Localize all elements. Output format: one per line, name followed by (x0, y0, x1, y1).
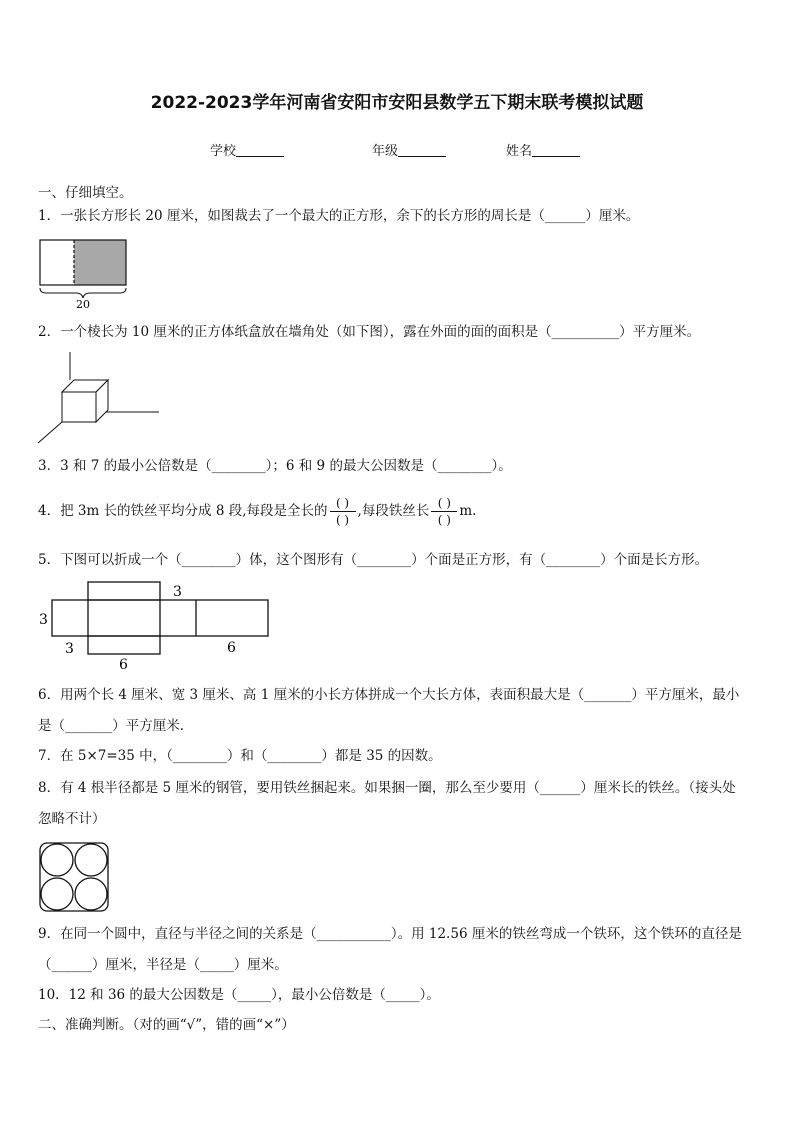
q8-pipes-figure (36, 840, 112, 914)
label-top-3: 3 (173, 584, 182, 600)
cut-square (74, 240, 126, 285)
q4-text-start: 4．把 3m 长的铁丝平均分成 8 段,每段是全长的 (38, 503, 328, 519)
floor-edge-diagonal (38, 422, 62, 443)
question-4 (38, 494, 476, 528)
fraction-denominator: ( ) (335, 513, 350, 527)
question-5: 5．下图可以折成一个（________）体，这个图形有（________）个面是正方形，有（________）个面是长方形。 (38, 552, 709, 568)
length-brace (40, 288, 126, 298)
label-left-3: 3 (39, 612, 48, 628)
label-right-6: 6 (227, 640, 236, 656)
pipe-circle (75, 844, 107, 876)
grade-label: 年级 (372, 144, 399, 159)
cube-front-face (62, 392, 96, 422)
name-blank (532, 144, 580, 157)
label-bottom-6: 6 (119, 657, 128, 673)
grade-blank (398, 144, 446, 157)
question-8-line-1: 8．有 4 根半径都是 5 厘米的钢管，要用铁丝捆起来。如果捆一圈，那么至少要用（______）厘米长的铁丝。（接头处 (38, 780, 736, 796)
question-2: 2．一个棱长为 10 厘米的正方体纸盒放在墙角处（如下图），露在外面的面的面积是（__________）平方厘米。 (38, 324, 701, 340)
q1-rectangle-figure (36, 236, 132, 310)
school-label: 学校 (210, 144, 237, 159)
school-blank (236, 144, 284, 157)
wire-band (40, 843, 108, 911)
question-9-line-1: 9．在同一个圆中，直径与半径之间的关系是（___________）。用 12.56 厘米的铁丝弯成一个铁环，这个铁环的直径是 (38, 926, 742, 942)
question-7: 7．在 5×7=35 中，（________）和（________）都是 35 的因数。 (38, 748, 442, 764)
pipe-circle (41, 878, 73, 910)
length-label: 20 (76, 298, 90, 310)
grade-field (372, 140, 446, 159)
q2-cube-corner-figure (34, 350, 164, 446)
section-2-heading: 二、准确判断。（对的画“√”，错的画“×”） (38, 1017, 295, 1033)
question-6-line-1: 6．用两个长 4 厘米、宽 3 厘米、高 1 厘米的小长方体拼成一个大长方体，表面积最大是（_______）平方厘米，最小 (38, 687, 740, 703)
question-1: 1．一张长方形长 20 厘米，如图裁去了一个最大的正方形，余下的长方形的周长是（______）厘米。 (38, 208, 640, 224)
q4-text-end: m. (459, 503, 477, 519)
name-label: 姓名 (506, 144, 533, 159)
q4-text-middle: ,每段铁丝长 (357, 503, 430, 519)
label-bottom-left-3: 3 (65, 641, 74, 657)
pipe-circle (41, 844, 73, 876)
question-10: 10．12 和 36 的最大公因数是（_____），最小公倍数是（_____）。 (38, 987, 440, 1003)
question-9-line-2: （______）厘米，半径是（_____）厘米。 (38, 957, 288, 973)
section-1-heading: 一、仔细填空。 (38, 185, 133, 201)
fraction-denominator: ( ) (437, 513, 451, 527)
question-8-line-2: 忽略不计） (38, 811, 106, 827)
q5-net-figure (36, 578, 276, 674)
question-6-line-2: 是（_______）平方厘米. (38, 718, 185, 734)
fraction-numerator: ( ) (335, 496, 350, 510)
q4-fraction-2 (431, 496, 457, 527)
net-bottom-face (88, 636, 160, 654)
name-field (506, 140, 580, 159)
pipe-circle (75, 878, 107, 910)
page-title: 2022-2023学年河南省安阳市安阳县数学五下期末联考模拟试题 (150, 93, 644, 113)
question-3: 3．3 和 7 的最小公倍数是（________）；6 和 9 的最大公因数是（________）。 (38, 458, 512, 474)
net-top-face (88, 582, 160, 600)
school-field (210, 140, 284, 159)
fraction-numerator: ( ) (437, 496, 451, 510)
q4-fraction-1 (330, 496, 356, 527)
